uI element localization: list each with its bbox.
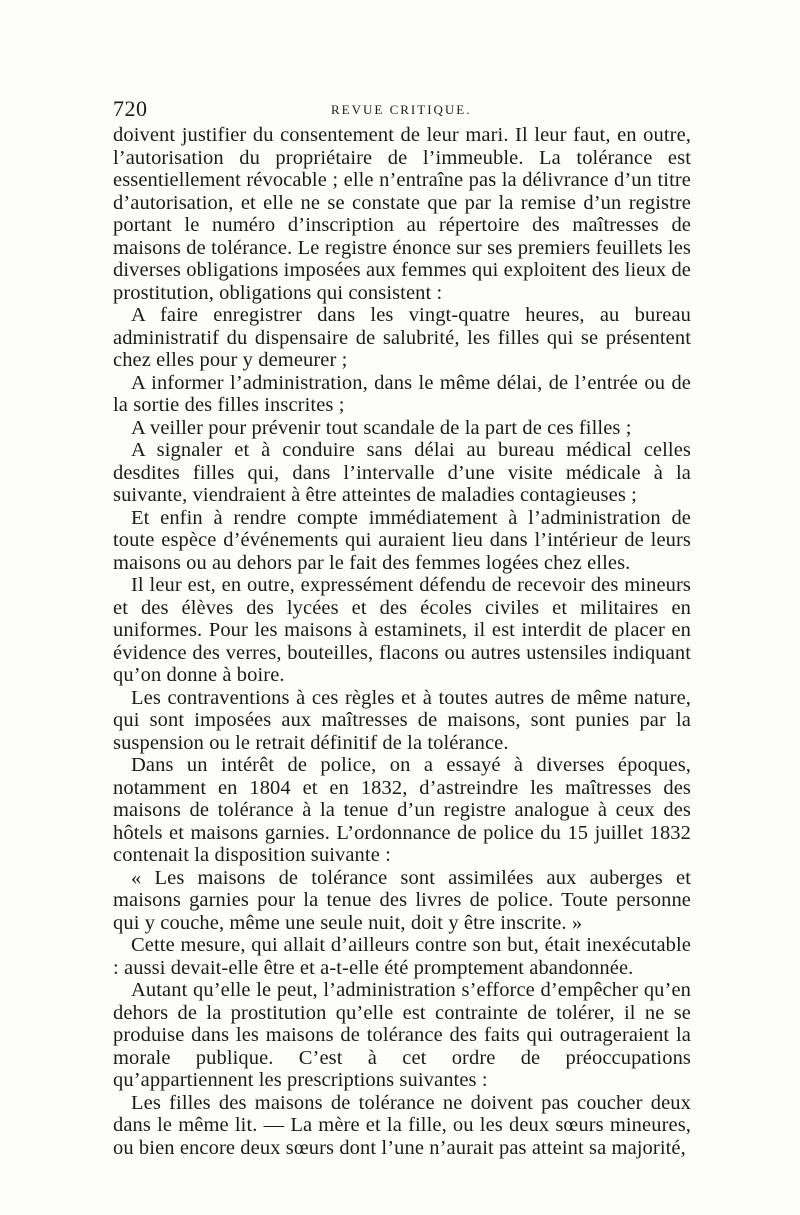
paragraph: A faire enregistrer dans les vingt-quatre heures, au bureau administratif du dispensaire de salubrité, les filles qui se présentent chez elles pour y demeurer ;	[113, 304, 691, 371]
page-header	[113, 96, 691, 122]
paragraph: A veiller pour prévenir tout scandale de la part de ces filles ;	[131, 416, 632, 439]
body-text	[113, 124, 691, 1159]
paragraph: Les contraventions à ces règles et à toutes autres de même nature, qui sont imposées aux maîtresses de maisons, sont punies par la suspension ou le retrait définitif de la tolérance.	[113, 686, 691, 754]
page-number: 720	[113, 96, 148, 121]
paragraph: Cette mesure, qui allait d’ailleurs contre son but, était inexécutable : aussi devait-elle être et a-t-elle été promptement abandonnée.	[113, 934, 691, 979]
running-head: REVUE CRITIQUE.	[331, 102, 472, 117]
quoted-paragraph: « Les maisons de tolérance sont assimilées aux auberges et maisons garnies pour la tenue des livres de police. Toute personne qui y couche, même une seule nuit, doit y être inscrite. »	[113, 866, 691, 934]
paragraph: Les filles des maisons de tolérance ne doivent pas coucher deux dans le même lit. — La mère et la fille, ou les deux sœurs mineures, ou bien encore deux sœurs dont l’une n’aurait pas atteint sa majorité,	[113, 1091, 691, 1159]
paragraph: Dans un intérêt de police, on a essayé à diverses époques, notamment en 1804 et en 1832, d’astreindre les maîtresses des maisons de tolérance à la tenue d’un registre analogue à ceux des hôtels et maisons garnies. L’ordonnance de police du 15 juillet 1832 contenait la disposition suivante :	[113, 754, 691, 866]
paragraph: Et enfin à rendre compte immédiatement à l’administration de toute espèce d’événements qui auraient lieu dans l’intérieur de leurs maisons ou au dehors par le fait des femmes logées chez elles.	[113, 506, 691, 574]
paragraph: Il leur est, en outre, expressément défendu de recevoir des mineurs et des élèves des lycées et des écoles civiles et militaires en uniformes. Pour les maisons à estaminets, il est interdit de placer en évidence des verres, bouteilles, flacons ou autres ustensiles indiquant qu’on donne à boire.	[113, 574, 691, 686]
paragraph: A informer l’administration, dans le même délai, de l’entrée ou de la sortie des filles inscrites ;	[113, 371, 691, 416]
paragraph: Autant qu’elle le peut, l’administration s’efforce d’empêcher qu’en dehors de la prostitution qu’elle est contrainte de tolérer, il ne se produise dans les maisons de tolérance des faits qui outrageraient la morale publique. C’est à cet ordre de préoccupations qu’appartiennent les prescriptions suivantes :	[113, 979, 691, 1091]
paragraph: doivent justifier du consentement de leur mari. Il leur faut, en outre, l’autorisation du propriétaire de l’immeuble. La tolérance est essentiellement révocable ; elle n’entraîne pas la délivrance d’un titre d’autorisation, et elle ne se constate que par la remise d’un registre portant le numéro d’inscription au répertoire des maîtresses de maisons de tolérance. Le registre énonce sur ses premiers feuillets les diverses obligations imposées aux femmes qui exploitent des lieux de prostitution, obligations qui consistent :	[113, 124, 691, 304]
paragraph: A signaler et à conduire sans délai au bureau médical celles desdites filles qui, dans l’intervalle d’une visite médicale à la suivante, viendraient à être atteintes de maladies contagieuses ;	[113, 439, 691, 506]
